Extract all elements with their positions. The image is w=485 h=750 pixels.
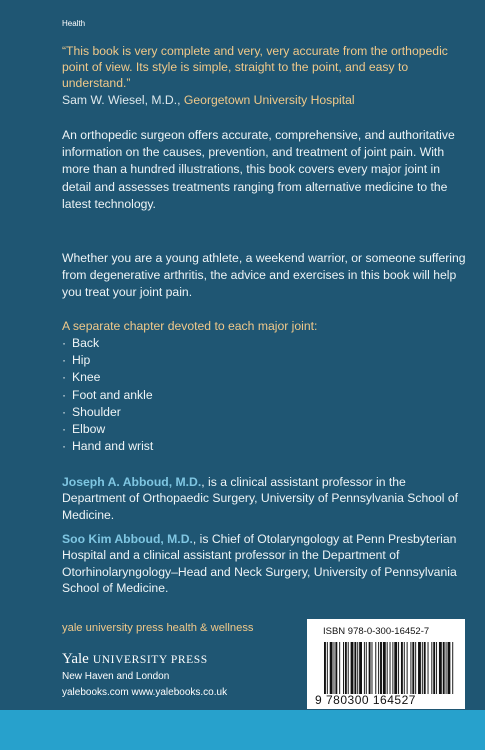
publisher-city: New Haven and London — [62, 671, 170, 682]
list-item: · Hand and wrist — [62, 438, 153, 455]
publisher-logo — [62, 650, 208, 668]
quote-author-name: Sam W. Wiesel, M.D., — [62, 92, 181, 107]
description-paragraph-2: Whether you are a young athlete, a weekend warrior, or someone suffering from degenerative arthritis, the advice and exercises in this book will help you treat your joint pain. — [62, 251, 466, 300]
bottom-band — [0, 710, 485, 750]
bullet-icon: · — [62, 439, 67, 454]
list-item: · Hip — [62, 352, 153, 369]
series-name: yale university press health & wellness — [62, 622, 254, 634]
isbn-label: ISBN 978-0-300-16452-7 — [323, 626, 430, 637]
chapters-title: A separate chapter devoted to each major joint: — [62, 319, 318, 333]
bullet-icon: · — [62, 353, 67, 368]
author-bio-2 — [62, 531, 470, 597]
list-item: · Elbow — [62, 421, 153, 438]
list-item: · Knee — [62, 369, 153, 386]
author-bio-1 — [62, 474, 470, 523]
isbn-digits: 9 780300 164527 — [315, 693, 416, 707]
publisher-web: yalebooks.com www.yalebooks.co.uk — [62, 687, 228, 698]
bullet-icon: · — [62, 370, 67, 385]
endorsement-quote — [62, 43, 462, 108]
list-item: · Back — [62, 335, 153, 352]
quote-text: “This book is very complete and very, very accurate from the orthopedic point of view. Its style is simple, straight to the point, and easy to understand.” — [62, 44, 448, 91]
publisher-name-first: Yale — [62, 651, 89, 667]
category-label: Health — [62, 19, 86, 28]
author-bio-text: , is a clinical assistant professor in the Department of Orthopaedic Surgery, University of Pennsylvania School of Medicine. — [62, 475, 459, 522]
bullet-icon: · — [62, 422, 67, 437]
list-item: · Shoulder — [62, 404, 153, 421]
barcode-icon — [324, 642, 456, 694]
list-item: · Foot and ankle — [62, 387, 153, 404]
bullet-icon: · — [62, 336, 67, 350]
barcode-box — [307, 619, 465, 709]
author-name: Joseph A. Abboud, M.D. — [62, 475, 202, 489]
description-paragraph-1: An orthopedic surgeon offers accurate, comprehensive, and authoritative information on the causes, prevention, and treatment of joint pain. With more than a hundred illustrations, this book covers every major joint in detail and assesses treatments ranging from alternative medicine to the latest technology. — [62, 128, 455, 211]
author-name: Soo Kim Abboud, M.D. — [62, 532, 193, 546]
quote-author-place: Georgetown University Hospital — [183, 92, 355, 107]
bullet-icon: · — [62, 387, 67, 402]
author-bio-text: , is Chief of Otolaryngology at Penn Presbyterian Hospital and a clinical assistant professor in the Department of Otorhinolaryngology–Head and Neck Surgery, University of Pennsylvania School of Medicine. — [62, 532, 457, 596]
bullet-icon: · — [62, 404, 67, 419]
publisher-name-rest: UNIVERSITY PRESS — [92, 654, 208, 666]
chapters-list — [62, 335, 153, 455]
